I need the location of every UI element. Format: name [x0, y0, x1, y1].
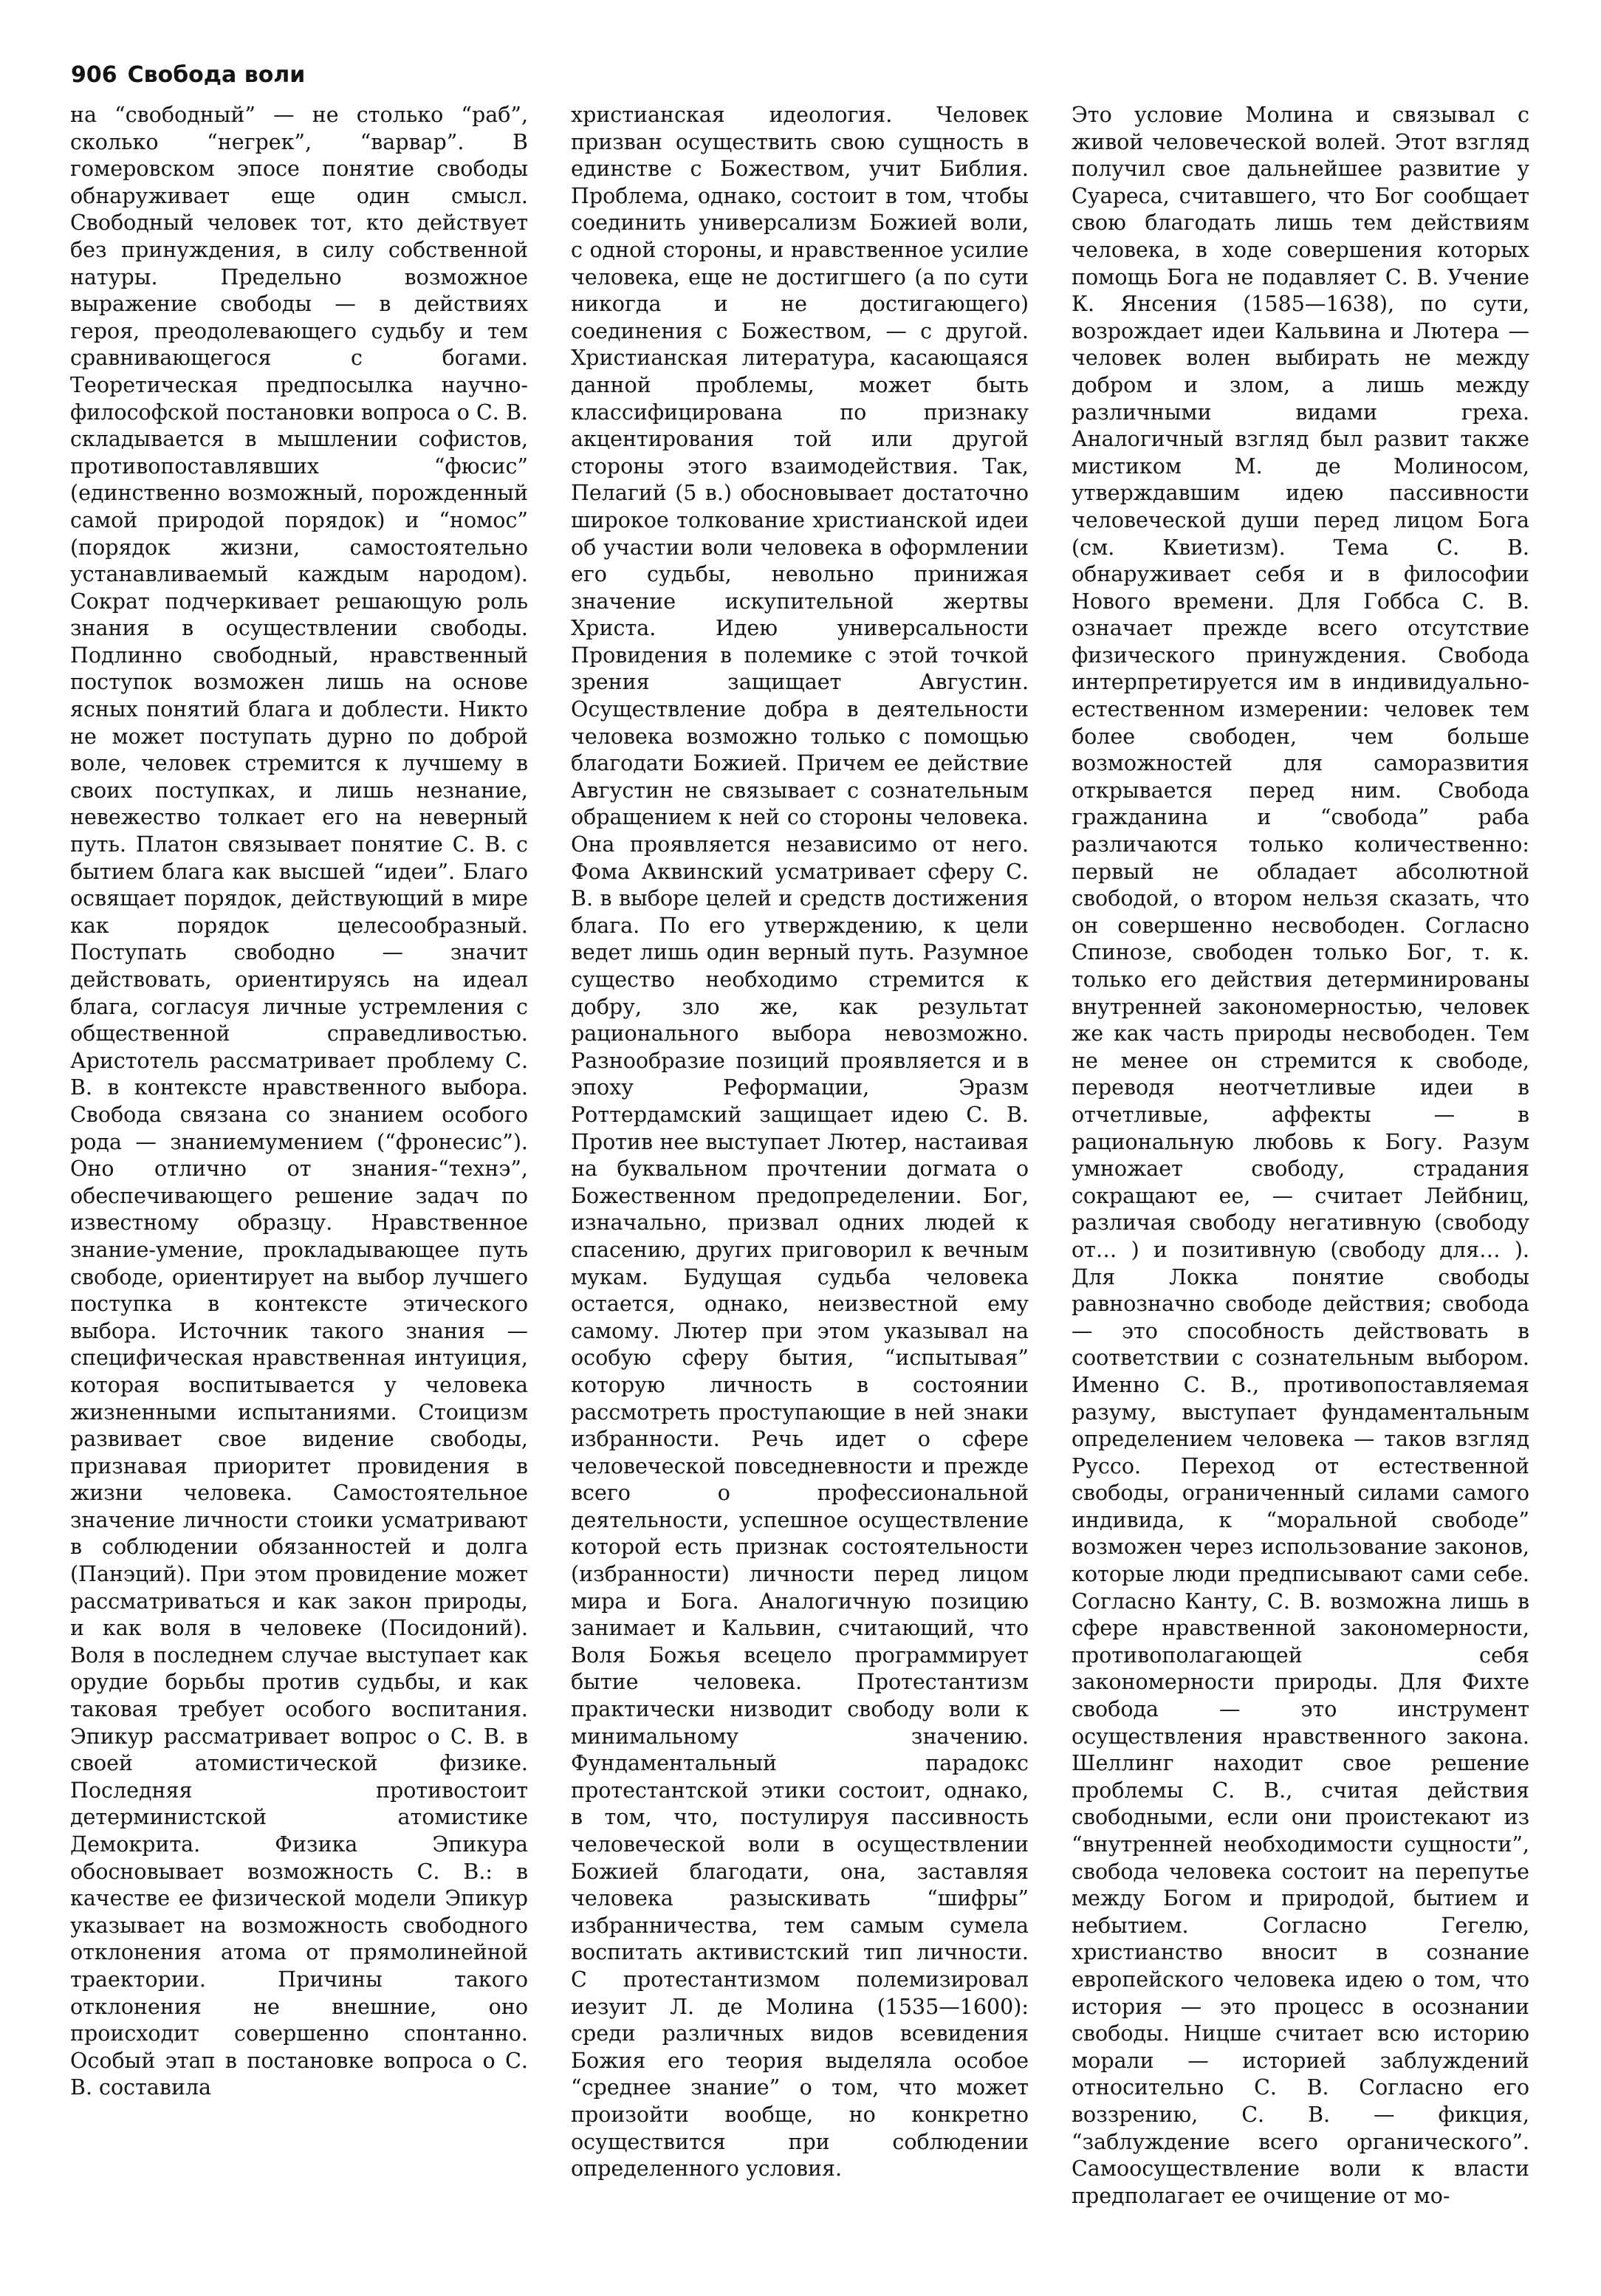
running-title: Свобода воли [127, 62, 306, 88]
text-column-3 [1072, 102, 1529, 2288]
text-column-1 [70, 102, 528, 2288]
column-3-text: Это условие Молина и связывал с живой человеческой волей. Этот взгляд получил свое дальнейшее развитие у Суареса, считавшего, что Бог сообщает свою благодать лишь тем действиям человека, в ходе совершения которых помощь Бога не подавляет С. В. Учение К. Янсения (1585—1638), по сути, возрождает идеи Кальвина и Лютера — человек волен выбирать не между добром и злом, а лишь между различными видами греха. Аналогичный взгляд был развит также мистиком М. де Молиносом, утверждавшим идею пассивности человеческой души перед лицом Бога (см. Квиетизм). Тема С. В. обнаруживает себя и в философии Нового времени. Для Гоббса С. В. означает прежде всего отсутствие физического принуждения. Свобода интерпретируется им в индивидуально-естественном измерении: человек тем более свободен, чем больше возможностей для саморазвития открывается перед ним. Свобода гражданина и “свобода” раба различаются только количественно: первый не обладает абсолютной свободой, о втором нельзя сказать, что он совершенно несвободен. Согласно Спинозе, свободен только Бог, т. к. только его действия детерминированы внутренней закономерностью, человек же как часть природы несвободен. Тем не менее он стремится к свободе, переводя неотчетливые идеи в отчетливые, аффекты — в рациональную любовь к Богу. Разум умножает свободу, страдания сокращают ее, — считает Лейбниц, различая свободу негативную (свободу от… ) и позитивную (свободу для… ). Для Локка понятие свободы равнозначно свободе действия; свобода — это способность действовать в соответствии с сознательным выбором. Именно С. В., противопоставляемая разуму, выступает фундаментальным определением человека — таков взгляд Руссо. Переход от естественной свободы, ограниченный силами самого индивида, к “моральной свободе” возможен через использование законов, которые люди предписывают сами себе. Согласно Канту, С. В. возможна лишь в сфере нравственной закономерности, противополагающей себя закономерности природы. Для Фихте свобода — это инструмент осуществления нравственного закона. Шеллинг находит свое решение проблемы С. В., считая действия свободными, если они проистекают из “внутренней необходимости сущности”, свобода человека состоит на перепутье между Богом и природой, бытием и небытием. Согласно Гегелю, христианство вносит в сознание европейского человека идею о том, что история — это процесс в осознании свободы. Ницше считает всю историю морали — историей заблуждений относительно С. В. Согласно его воззрению, С. В. — фикция, “заблуждение всего органического”. Самоосуществление воли к власти предполагает ее очищение от мо- [1072, 103, 1529, 2208]
text-column-2 [571, 102, 1029, 2288]
column-1-text: на “свободный” — не столько “раб”, сколько “негрек”, “варвар”. В гомеровском эпосе понятие свободы обнаруживает еще один смысл. Свободный человек тот, кто действует без принуждения, в силу собственной натуры. Предельно возможное выражение свободы — в действиях героя, преодолевающего судьбу и тем сравнивающегося с богами. Теоретическая предпосылка научно-философской постановки вопроса о С. В. складывается в мышлении софистов, противопоставлявших “фюсис” (единственно возможный, порожденный самой природой порядок) и “номос” (порядок жизни, самостоятельно устанавливаемый каждым народом). Сократ подчеркивает решающую роль знания в осуществлении свободы. Подлинно свободный, нравственный поступок возможен лишь на основе ясных понятий блага и доблести. Никто не может поступать дурно по доброй воле, человек стремится к лучшему в своих поступках, и лишь незнание, невежество толкает его на неверный путь. Платон связывает понятие С. В. с бытием блага как высшей “идеи”. Благо освящает порядок, действующий в мире как порядок целесообразный. Поступать свободно — значит действовать, ориентируясь на идеал блага, согласуя личные устремления с общественной справедливостью. Аристотель рассматривает проблему С. В. в контексте нравственного выбора. Свобода связана со знанием особого рода — знаниемумением (“фронесис”). Оно отлично от знания-“технэ”, обеспечивающего решение задач по известному образцу. Нравственное знание-умение, прокладывающее путь свободе, ориентирует на выбор лучшего поступка в контексте этического выбора. Источник такого знания — специфическая нравственная интуиция, которая воспитывается у человека жизненными испытаниями. Стоицизм развивает свое видение свободы, признавая приоритет провидения в жизни человека. Самостоятельное значение личности стоики усматривают в соблюдении обязанностей и долга (Панэций). При этом провидение может рассматриваться и как закон природы, и как воля в человеке (Посидоний). Воля в последнем случае выступает как орудие борьбы против судьбы, и как таковая требует особого воспитания. Эпикур рассматривает вопрос о С. В. в своей атомистической физике. Последняя противостоит детерминистской атомистике Демокрита. Физика Эпикура обосновывает возможность С. В.: в качестве ее физической модели Эпикур указывает на возможность свободного отклонения атома от прямолинейной траектории. Причины такого отклонения не внешние, оно происходит совершенно спонтанно. Особый этап в постановке вопроса о С. В. составила [70, 103, 528, 2100]
column-2-text: христианская идеология. Человек призван осуществить свою сущность в единстве с Божеством, учит Библия. Проблема, однако, состоит в том, чтобы соединить универсализм Божией воли, с одной стороны, и нравственное усилие человека, еще не достигшего (а по сути никогда и не достигающего) соединения с Божеством, — с другой. Христианская литература, касающаяся данной проблемы, может быть классифицирована по признаку акцентирования той или другой стороны этого взаимодействия. Так, Пелагий (5 в.) обосновывает достаточно широкое толкование христианской идеи об участии воли человека в оформлении его судьбы, невольно принижая значение искупительной жертвы Христа. Идею универсальности Провидения в полемике с этой точкой зрения защищает Августин. Осуществление добра в деятельности человека возможно только с помощью благодати Божией. Причем ее действие Августин не связывает с сознательным обращением к ней со стороны человека. Она проявляется независимо от него. Фома Аквинский усматривает сферу С. В. в выборе целей и средств достижения блага. По его утверждению, к цели ведет лишь один верный путь. Разумное существо необходимо стремится к добру, зло же, как результат рационального выбора невозможно. Разнообразие позиций проявляется и в эпоху Реформации, Эразм Роттердамский защищает идею С. В. Против нее выступает Лютер, настаивая на буквальном прочтении догмата о Божественном предопределении. Бог, изначально, призвал одних людей к спасению, других приговорил к вечным мукам. Будущая судьба человека остается, однако, неизвестной ему самому. Лютер при этом указывал на особую сферу бытия, “испытывая” которую личность в состоянии рассмотреть проступающие в ней знаки избранности. Речь идет о сфере человеческой повседневности и прежде всего о профессиональной деятельности, успешное осуществление которой есть признак состоятельности (избранности) личности перед лицом мира и Бога. Аналогичную позицию занимает и Кальвин, считающий, что Воля Божья всецело программирует бытие человека. Протестантизм практически низводит свободу воли к минимальному значению. Фундаментальный парадокс протестантской этики состоит, однако, в том, что, постулируя пассивность человеческой воли в осуществлении Божией благодати, она, заставляя человека разыскивать “шифры” избранничества, тем самым сумела воспитать активистский тип личности. С протестантизмом полемизировал иезуит Л. де Молина (1535—1600): среди различных видов всевидения Божия его теория выделяла особое “среднее знание” о том, что может произойти вообще, но конкретно осуществится при соблюдении определенного условия. [571, 103, 1029, 2182]
page-header [71, 62, 305, 88]
page-number: 906 [71, 62, 117, 88]
